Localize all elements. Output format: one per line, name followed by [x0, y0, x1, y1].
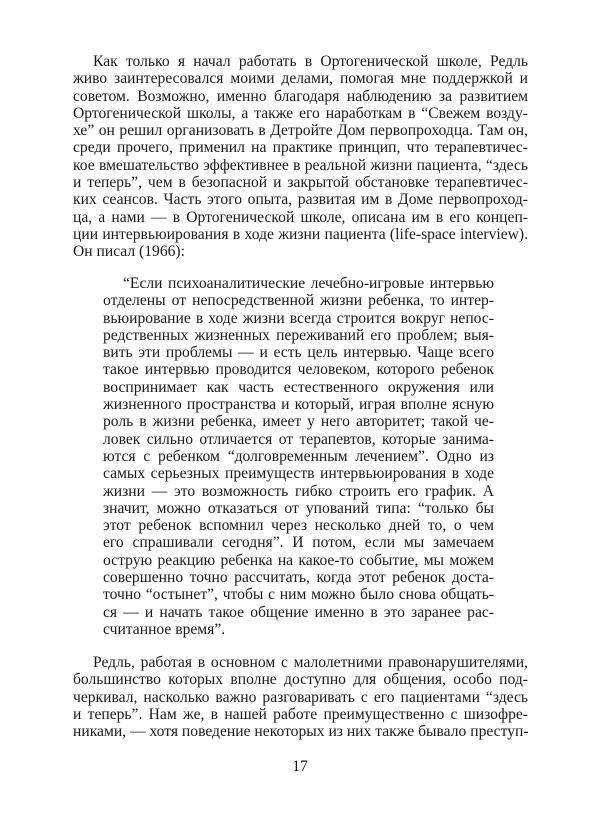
text-line: живо заинтересовался моими делами, помогая мне поддержкой и [73, 70, 528, 88]
text-line: самых серьезных преимуществ интервьюирования в ходе [103, 465, 494, 483]
text-line: ся — и начать такое общение именно в это заранее рас- [103, 603, 494, 621]
text-line: “Если психоаналитические лечебно-игровые интервью [123, 275, 494, 292]
text-line: хе” он решил организовать в Детройте Дом первопроходца. Там он, [73, 122, 528, 140]
paragraph-1 [73, 53, 528, 261]
text-line: вить эти проблемы — и есть цель интервью. Чаще всего [103, 344, 494, 362]
page-number: 17 [292, 758, 308, 775]
paragraph-2 [73, 654, 528, 740]
text-line: вьюирование в ходе жизни всегда строится вокруг непос- [103, 309, 494, 327]
text-line: кое вмешательство эффективнее в реальной жизни пациента, “здесь [73, 156, 528, 174]
text-line: роль в жизни ребенка, имеет у него авторитет; такой че- [103, 413, 494, 431]
text-line: ются с ребенком “долговременным лечением”. Одно из [103, 447, 494, 465]
text-line: Редль, работая в основном с малолетними правонарушителями, [93, 654, 528, 671]
text-line: совершенно точно рассчитать, когда этот ребенок доста- [103, 569, 494, 587]
text-line: Как только я начал работать в Ортогенической школе, Редль [93, 53, 528, 70]
text-line: большинство которых вполне доступно для общения, особо под- [73, 671, 528, 689]
text-line: считанное время”. [103, 620, 226, 638]
block-quote [103, 275, 494, 638]
text-line: ловек сильно отличается от терапевтов, которые занима- [103, 430, 494, 448]
text-line: ца, а нами — в Ортогенической школе, описана им в его концеп- [73, 208, 528, 226]
text-line: редственных жизненных переживаний его проблем; выя- [103, 326, 494, 344]
text-line: и теперь”, чем в безопасной и закрытой обстановке терапевтичес- [73, 174, 528, 192]
text-line: советом. Возможно, именно благодаря наблюдению за развитием [73, 87, 528, 105]
text-line: острую реакцию ребенка на какое-то событие, мы можем [103, 551, 494, 569]
text-line: никами, — хотя поведение некоторых из них также бывало преступ- [73, 723, 529, 741]
text-line: ции интервьюирования в ходе жизни пациента (life-space interview). [73, 225, 528, 243]
text-line: воспринимает как часть естественного окружения или [103, 378, 494, 396]
text-line: такое интервью проводится человеком, которого ребенок [103, 361, 494, 379]
text-line: и теперь”. Нам же, в нашей работе преимущественно с шизофре- [73, 705, 528, 723]
text-line: жизненного пространства и который, играя вполне ясную [103, 396, 494, 414]
text-line: ких сеансов. Часть этого опыта, развитая им в Доме первопроход- [73, 191, 528, 209]
text-line: среди прочего, применил на практике принцип, что терапевтичес- [73, 139, 528, 157]
text-line: Ортогенической школы, а также его наработкам в “Свежем возду- [73, 104, 528, 122]
text-line: значит, можно отказаться от упований типа: “только бы [103, 499, 494, 517]
text-line: жизни — это возможность гибко строить его график. А [103, 482, 494, 500]
text-line: Он писал (1966): [73, 243, 185, 261]
text-line: этот ребенок вспомнил через несколько дней то, о чем [103, 517, 494, 535]
text-line: отделены от непосредственной жизни ребенка, то интер- [103, 292, 494, 310]
text-line: его спрашивали сегодня”. И потом, если мы замечаем [103, 534, 494, 552]
text-line: точно “остынет”, чтобы с ним можно было снова общать- [103, 586, 494, 604]
text-line: черкивал, насколько важно разговаривать с его пациентами “здесь [73, 688, 528, 706]
